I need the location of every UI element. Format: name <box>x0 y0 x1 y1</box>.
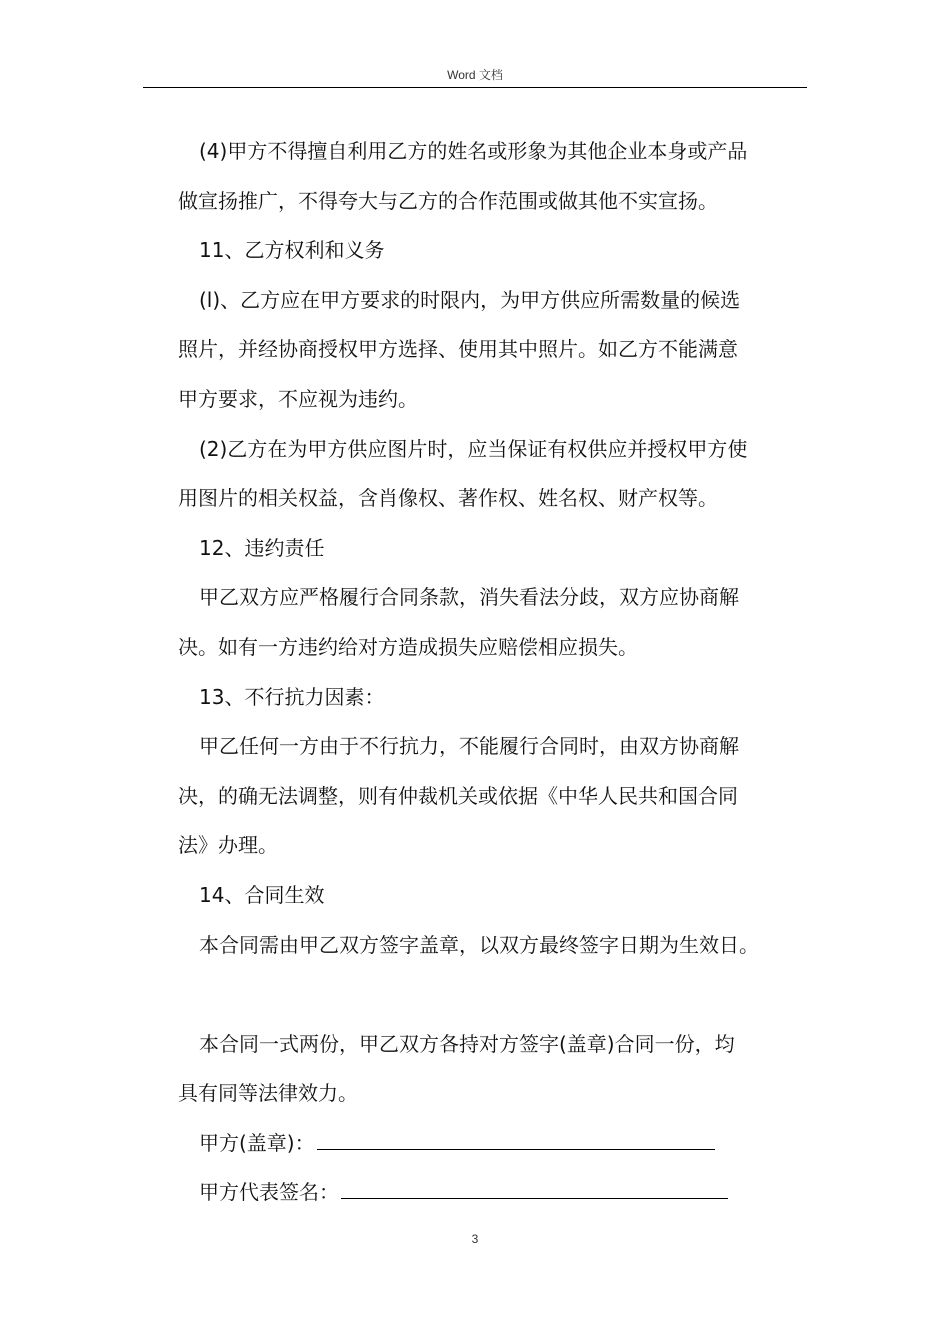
paragraph-line: 本合同需由甲乙双方签字盖章，以双方最终签字日期为生效日。 <box>199 932 759 957</box>
section-heading-12: 12、违约责任 <box>199 535 325 560</box>
paragraph-line: 甲乙任何一方由于不行抗力，不能履行合同时，由双方协商解 <box>199 734 739 759</box>
paragraph-line: (4)甲方不得擅自利用乙方的姓名或形象为其他企业本身或产品 <box>199 139 748 163</box>
party-a-seal-label: 甲方(盖章)： <box>199 1130 315 1155</box>
blank-line <box>178 970 818 1020</box>
paragraph-line: 法》办理。 <box>178 833 278 858</box>
section-heading-14: 14、合同生效 <box>199 882 325 907</box>
party-a-rep-row <box>178 1168 818 1218</box>
paragraph-line: 甲方要求，不应视为违约。 <box>178 386 418 411</box>
section-heading-11: 11、乙方权利和义务 <box>199 238 385 263</box>
paragraph-line: (2)乙方在为甲方供应图片时，应当保证有权供应并授权甲方使 <box>199 436 748 461</box>
paragraph-line: 决。如有一方违约给对方造成损失应赔偿相应损失。 <box>178 634 638 659</box>
party-a-seal-blank[interactable] <box>317 1131 715 1150</box>
header-divider <box>143 87 807 88</box>
party-a-seal-row <box>178 1119 818 1169</box>
page-header-title: Word 文档 <box>447 68 503 82</box>
paragraph-line: 决，的确无法调整，则有仲裁机关或依据《中华人民共和国合同 <box>178 783 738 808</box>
document-body <box>178 127 818 1218</box>
section-heading-13: 13、不行抗力因素： <box>199 684 385 709</box>
party-a-rep-label: 甲方代表签名： <box>199 1180 339 1205</box>
paragraph-line: (l)、乙方应在甲方要求的时限内，为甲方供应所需数量的候选 <box>199 287 741 312</box>
paragraph-line: 照片，并经协商授权甲方选择、使用其中照片。如乙方不能满意 <box>178 337 738 362</box>
paragraph-line: 用图片的相关权益，含肖像权、著作权、姓名权、财产权等。 <box>178 486 718 511</box>
paragraph-line: 甲乙双方应严格履行合同条款，消失看法分歧，双方应协商解 <box>199 585 739 610</box>
paragraph-line: 具有同等法律效力。 <box>178 1081 358 1106</box>
page-number: 3 <box>471 1232 479 1246</box>
paragraph-line: 做宣扬推广，不得夸大与乙方的合作范围或做其他不实宣扬。 <box>178 188 718 213</box>
paragraph-line: 本合同一式两份，甲乙双方各持对方签字(盖章)合同一份，均 <box>199 1031 735 1056</box>
party-a-rep-blank[interactable] <box>341 1180 728 1199</box>
